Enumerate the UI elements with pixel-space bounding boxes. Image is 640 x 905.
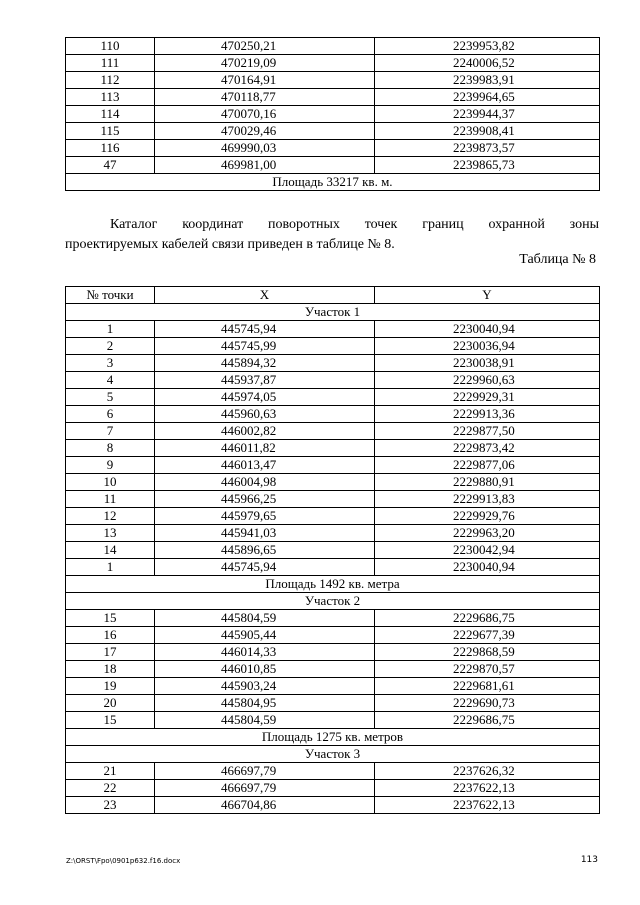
y-coordinate-cell: 2229929,31 xyxy=(375,389,600,406)
table-row xyxy=(66,457,600,474)
point-number-cell: 18 xyxy=(66,661,155,678)
paragraph-word: Каталог xyxy=(110,217,158,232)
point-number-cell: 13 xyxy=(66,525,155,542)
point-number-cell: 8 xyxy=(66,440,155,457)
table-row xyxy=(66,355,600,372)
x-coordinate-cell: 466697,79 xyxy=(155,763,375,780)
point-number-cell: 20 xyxy=(66,695,155,712)
y-coordinate-cell: 2229877,50 xyxy=(375,423,600,440)
table-row xyxy=(66,140,600,157)
x-coordinate-cell: 445894,32 xyxy=(155,355,375,372)
y-coordinate-cell: 2239953,82 xyxy=(375,38,600,55)
point-number-cell: 16 xyxy=(66,627,155,644)
section-title-row xyxy=(66,746,600,763)
y-coordinate-cell: 2229681,61 xyxy=(375,678,600,695)
point-number-cell: 15 xyxy=(66,712,155,729)
table-row xyxy=(66,338,600,355)
table-row xyxy=(66,440,600,457)
point-number-cell: 23 xyxy=(66,797,155,814)
y-coordinate-cell: 2229913,83 xyxy=(375,491,600,508)
y-coordinate-cell: 2229963,20 xyxy=(375,525,600,542)
section-title-row xyxy=(66,304,600,321)
point-number-cell: 1 xyxy=(66,321,155,338)
x-coordinate-cell: 445903,24 xyxy=(155,678,375,695)
x-coordinate-cell: 470219,09 xyxy=(155,55,375,72)
y-coordinate-cell: 2230036,94 xyxy=(375,338,600,355)
table-row xyxy=(66,491,600,508)
table-row xyxy=(66,55,600,72)
y-coordinate-cell: 2239908,41 xyxy=(375,123,600,140)
x-coordinate-cell: 445974,05 xyxy=(155,389,375,406)
x-coordinate-cell: 446002,82 xyxy=(155,423,375,440)
y-coordinate-cell: 2239944,37 xyxy=(375,106,600,123)
y-coordinate-cell: 2239865,73 xyxy=(375,157,600,174)
section-3-title: Участок 3 xyxy=(66,746,600,763)
table-row xyxy=(66,763,600,780)
table-row xyxy=(66,780,600,797)
table-caption: Таблица № 8 xyxy=(519,252,596,267)
table-row xyxy=(66,72,600,89)
page-number: 113 xyxy=(580,855,598,865)
y-coordinate-cell: 2230040,94 xyxy=(375,559,600,576)
paragraph-word: границ xyxy=(422,217,464,232)
x-coordinate-cell: 470250,21 xyxy=(155,38,375,55)
paragraph-word: охранной xyxy=(488,217,545,232)
x-coordinate-cell: 445905,44 xyxy=(155,627,375,644)
section-2-title: Участок 2 xyxy=(66,593,600,610)
x-coordinate-cell: 470118,77 xyxy=(155,89,375,106)
paragraph-word: координат xyxy=(182,217,244,232)
point-number-cell: 14 xyxy=(66,542,155,559)
y-coordinate-cell: 2229929,76 xyxy=(375,508,600,525)
y-coordinate-cell: 2229686,75 xyxy=(375,610,600,627)
point-number-cell: 112 xyxy=(66,72,155,89)
table-row xyxy=(66,559,600,576)
table-row xyxy=(66,661,600,678)
table-row xyxy=(66,508,600,525)
table-row xyxy=(66,712,600,729)
y-coordinate-cell: 2237622,13 xyxy=(375,797,600,814)
x-coordinate-cell: 470029,46 xyxy=(155,123,375,140)
section-1-title: Участок 1 xyxy=(66,304,600,321)
x-coordinate-cell: 466704,86 xyxy=(155,797,375,814)
y-coordinate-cell: 2229873,42 xyxy=(375,440,600,457)
y-coordinate-cell: 2237622,13 xyxy=(375,780,600,797)
x-coordinate-cell: 445960,63 xyxy=(155,406,375,423)
x-coordinate-cell: 446010,85 xyxy=(155,661,375,678)
point-number-cell: 17 xyxy=(66,644,155,661)
y-coordinate-cell: 2229960,63 xyxy=(375,372,600,389)
x-coordinate-cell: 445937,87 xyxy=(155,372,375,389)
table-row xyxy=(66,644,600,661)
table-row xyxy=(66,525,600,542)
section-1-area: Площадь 1492 кв. метра xyxy=(66,576,600,593)
y-coordinate-cell: 2229877,06 xyxy=(375,457,600,474)
section-title-row xyxy=(66,593,600,610)
x-coordinate-cell: 470164,91 xyxy=(155,72,375,89)
table-row xyxy=(66,627,600,644)
table-row xyxy=(66,423,600,440)
x-coordinate-cell: 466697,79 xyxy=(155,780,375,797)
x-coordinate-cell: 445804,95 xyxy=(155,695,375,712)
point-number-cell: 115 xyxy=(66,123,155,140)
x-coordinate-cell: 445745,94 xyxy=(155,321,375,338)
y-coordinate-cell: 2229870,57 xyxy=(375,661,600,678)
table-row xyxy=(66,695,600,712)
table-row xyxy=(66,406,600,423)
x-coordinate-cell: 445745,94 xyxy=(155,559,375,576)
y-coordinate-cell: 2239873,57 xyxy=(375,140,600,157)
area-row xyxy=(66,576,600,593)
point-number-cell: 1 xyxy=(66,559,155,576)
x-coordinate-cell: 446011,82 xyxy=(155,440,375,457)
footer-file-path: Z:\ORST\Fpo\0901p632.f16.docx xyxy=(66,857,181,865)
area-row xyxy=(66,729,600,746)
point-number-cell: 47 xyxy=(66,157,155,174)
y-coordinate-cell: 2229913,36 xyxy=(375,406,600,423)
x-coordinate-cell: 446004,98 xyxy=(155,474,375,491)
point-number-cell: 11 xyxy=(66,491,155,508)
table-row xyxy=(66,123,600,140)
coordinates-table-8 xyxy=(65,286,600,814)
table-row xyxy=(66,678,600,695)
x-coordinate-cell: 445804,59 xyxy=(155,712,375,729)
catalog-paragraph-line-2: проектируемых кабелей связи приведен в таблице № 8. xyxy=(65,237,395,252)
area-cell: Площадь 33217 кв. м. xyxy=(66,174,600,191)
x-coordinate-cell: 445896,65 xyxy=(155,542,375,559)
header-point-number: № точки xyxy=(66,287,155,304)
x-coordinate-cell: 445804,59 xyxy=(155,610,375,627)
x-coordinate-cell: 445745,99 xyxy=(155,338,375,355)
point-number-cell: 9 xyxy=(66,457,155,474)
y-coordinate-cell: 2229880,91 xyxy=(375,474,600,491)
point-number-cell: 3 xyxy=(66,355,155,372)
paragraph-word: зоны xyxy=(569,217,600,232)
y-coordinate-cell: 2229690,73 xyxy=(375,695,600,712)
catalog-paragraph-line-1 xyxy=(65,215,599,235)
y-coordinate-cell: 2239983,91 xyxy=(375,72,600,89)
point-number-cell: 6 xyxy=(66,406,155,423)
y-coordinate-cell: 2229868,59 xyxy=(375,644,600,661)
header-y: Y xyxy=(375,287,600,304)
table-row xyxy=(66,389,600,406)
table-row xyxy=(66,321,600,338)
x-coordinate-cell: 446013,47 xyxy=(155,457,375,474)
table-row xyxy=(66,157,600,174)
point-number-cell: 10 xyxy=(66,474,155,491)
x-coordinate-cell: 445966,25 xyxy=(155,491,375,508)
point-number-cell: 15 xyxy=(66,610,155,627)
y-coordinate-cell: 2230038,91 xyxy=(375,355,600,372)
paragraph-word: точек xyxy=(364,217,398,232)
point-number-cell: 12 xyxy=(66,508,155,525)
x-coordinate-cell: 445979,65 xyxy=(155,508,375,525)
y-coordinate-cell: 2229677,39 xyxy=(375,627,600,644)
point-number-cell: 114 xyxy=(66,106,155,123)
point-number-cell: 19 xyxy=(66,678,155,695)
point-number-cell: 116 xyxy=(66,140,155,157)
area-row xyxy=(66,174,600,191)
x-coordinate-cell: 469990,03 xyxy=(155,140,375,157)
section-2-area: Площадь 1275 кв. метров xyxy=(66,729,600,746)
point-number-cell: 5 xyxy=(66,389,155,406)
point-number-cell: 7 xyxy=(66,423,155,440)
table-row xyxy=(66,797,600,814)
y-coordinate-cell: 2239964,65 xyxy=(375,89,600,106)
y-coordinate-cell: 2240006,52 xyxy=(375,55,600,72)
header-row xyxy=(66,287,600,304)
point-number-cell: 21 xyxy=(66,763,155,780)
table-row xyxy=(66,106,600,123)
y-coordinate-cell: 2237626,32 xyxy=(375,763,600,780)
point-number-cell: 110 xyxy=(66,38,155,55)
point-number-cell: 4 xyxy=(66,372,155,389)
y-coordinate-cell: 2230040,94 xyxy=(375,321,600,338)
table-row xyxy=(66,89,600,106)
x-coordinate-cell: 446014,33 xyxy=(155,644,375,661)
y-coordinate-cell: 2229686,75 xyxy=(375,712,600,729)
x-coordinate-cell: 470070,16 xyxy=(155,106,375,123)
x-coordinate-cell: 469981,00 xyxy=(155,157,375,174)
table-row xyxy=(66,542,600,559)
table-row xyxy=(66,610,600,627)
point-number-cell: 2 xyxy=(66,338,155,355)
point-number-cell: 22 xyxy=(66,780,155,797)
point-number-cell: 113 xyxy=(66,89,155,106)
y-coordinate-cell: 2230042,94 xyxy=(375,542,600,559)
x-coordinate-cell: 445941,03 xyxy=(155,525,375,542)
table-row xyxy=(66,372,600,389)
table-row xyxy=(66,474,600,491)
table-row xyxy=(66,38,600,55)
point-number-cell: 111 xyxy=(66,55,155,72)
continuation-coordinates-table xyxy=(65,37,600,191)
header-x: X xyxy=(155,287,375,304)
paragraph-word: поворотных xyxy=(268,217,340,232)
